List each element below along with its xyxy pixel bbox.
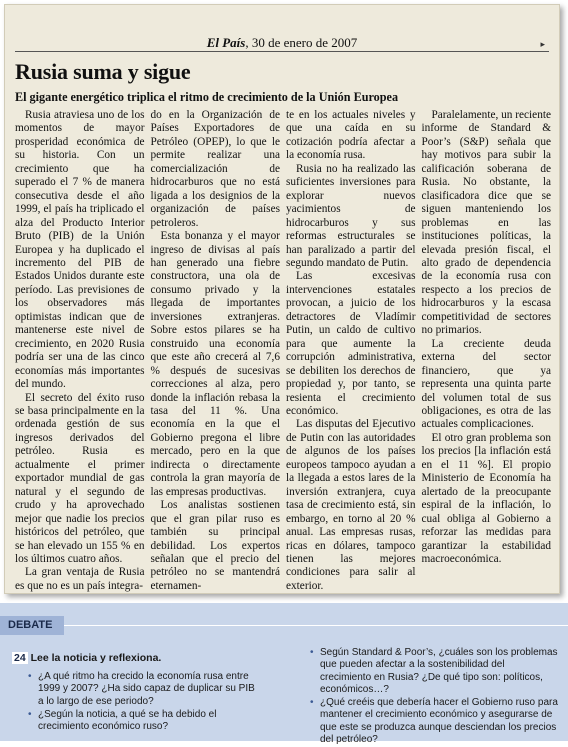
debate-divider (64, 625, 568, 626)
activity-heading (12, 652, 161, 664)
paragraph: Paralelamente, un reciente informe de Standard & Poor’s (S&P) señala que hay motivos para subir la calificación soberana de Rusia. No obstante, la clasificadora dice que se siguen manteniendo los problemas en las instituciones políticas, la elevada presión fiscal, el alto grado de dependencia de la economía rusa con respecto a los precios de hidrocarburos y la escasa competitividad de sectores no primarios. (421, 109, 551, 337)
questions-left (28, 671, 256, 734)
paragraph: te en los actuales niveles y que una caída en su cotización podría afectar a la economía rusa. (286, 109, 416, 162)
question-item: • ¿A qué ritmo ha crecido la economía rusa entre 1999 y 2007? ¿Ha sido capaz de duplicar su PIB a lo largo de ese periodo? (28, 671, 256, 708)
debate-tab: DEBATE (0, 616, 64, 635)
newspaper-name: El País (206, 35, 246, 50)
header-divider (15, 51, 549, 52)
paragraph: El secreto del éxito ruso se basa principalmente en la ordenada gestión de sus ingresos derivados del petróleo. Rusia es actualmente el primer exportador mundial de gas natural y el segundo de crudo y ha aprovechado mejor que nadie los precios históricos del petróleo, que se han elevado un 155 % en los últimos cuatro años. (15, 391, 145, 565)
question-item: • Según Standard & Poor’s, ¿cuáles son los problemas que pueden afectar a la sostenibilidad del crecimiento en Rusia? ¿De qué tipo son: políticos, económicos…? (310, 647, 558, 696)
question-item: • ¿Según la noticia, a qué se ha debido el crecimiento económico ruso? (28, 709, 256, 734)
article-subtitle: El gigante energético triplica el ritmo de crecimiento de la Unión Europea (15, 90, 399, 104)
article-column-3 (286, 109, 416, 593)
article-body (15, 109, 551, 593)
clipping-dateline (5, 35, 559, 51)
article-column-1 (15, 109, 145, 593)
clipping-date: , 30 de enero de 2007 (245, 35, 358, 50)
newspaper-clipping (4, 4, 560, 594)
article-title: Rusia suma y sigue (15, 59, 191, 84)
article-column-4 (422, 109, 552, 593)
article-column-2 (151, 109, 281, 593)
paragraph: Rusia atraviesa uno de los momentos de mayor prosperidad económica de su historia. Con un crecimiento que ha superado el 7 % de manera consecutiva desde el año 1999, el país ha triplicado el alza del Producto Interior Bruto (PIB) de la Unión Europea y ha duplicado el incremento del PIB de Estados Unidos durante este período. Las previsiones de los observadores más optimistas indican que de mantenerse este nivel de crecimiento, en 2020 Rusia podría ser una de las cinco economías más importantes del mundo. (15, 109, 145, 391)
paragraph: do en la Organización de Países Exportadores de Petróleo (OPEP), lo que le permite realizar una comercialización de hidrocarburos que no está ligada a los designios de la organización de países petroleros. (150, 109, 280, 229)
paragraph: La creciente deuda externa del sector financiero, que ya representa una quinta parte del volumen total de sus obligaciones, es otra de las actuales complicaciones. (421, 337, 551, 431)
questions-right (310, 647, 558, 747)
pointer-arrow-icon: ▸ (540, 39, 545, 49)
activity-instruction: Lee la noticia y reflexiona. (30, 652, 162, 664)
question-item: • ¿Qué creéis que debería hacer el Gobierno ruso para mantener el crecimiento económico y asegurarse de que este se produzca aunque desciendan los precios del petróleo? (310, 697, 558, 746)
paragraph: El otro gran problema son los precios [la inflación está en el 11 %]. El propio Ministerio de Economía ha alertado de la preocupante espiral de la inflación, lo cual obliga al Gobierno a reforzar las medidas para garantizar la estabilidad macroeconómica. (421, 431, 551, 565)
paragraph: Las disputas del Ejecutivo de Putin con las autoridades de algunos de los países europeos tampoco ayudan a la llegada a estos lares de la inversión extranjera, cuya tasa de crecimiento está, sin embargo, en torno al 20 % anual. Las empresas rusas, ricas en dólares, tampoco tienen las mejores condiciones para salir al exterior. (286, 418, 416, 592)
activity-number: 24 (14, 652, 26, 664)
paragraph: La gran ventaja de Rusia es que no es un país integra- (15, 566, 145, 592)
paragraph: Esta bonanza y el mayor ingreso de divisas al país han generado una fiebre constructora, una ola de consumo privado y la llegada de importantes inversiones extranjeras. Sobre estos pilares se ha construido una economía que este año crecerá al 7,6 % después de sucesivas correcciones al alza, pero donde la inflación rebasa la tasa del 11 %. Una economía en la que el Gobierno pregona el libre mercado, pero en la que indirecta o directamente controla la gran mayoría de las empresas productivas. (150, 230, 280, 498)
paragraph: Las excesivas intervenciones estatales provocan, a juicio de los detractores de Vladímir Putin, un caldo de cultivo para que aumente la corrupción administrativa, se debiliten los derechos de propiedad y, por tanto, se resienta el crecimiento económico. (286, 270, 416, 417)
paragraph: Rusia no ha realizado las suficientes inversiones para explorar nuevos yacimientos de hidrocarburos y sus reformas estructurales se han paralizado a partir del segundo mandato de Putin. (286, 162, 416, 269)
paragraph: Los analistas sostienen que el gran pilar ruso es también su principal debilidad. Los expertos señalan que el precio del petróleo no se mantendrá eternamen- (150, 499, 280, 592)
